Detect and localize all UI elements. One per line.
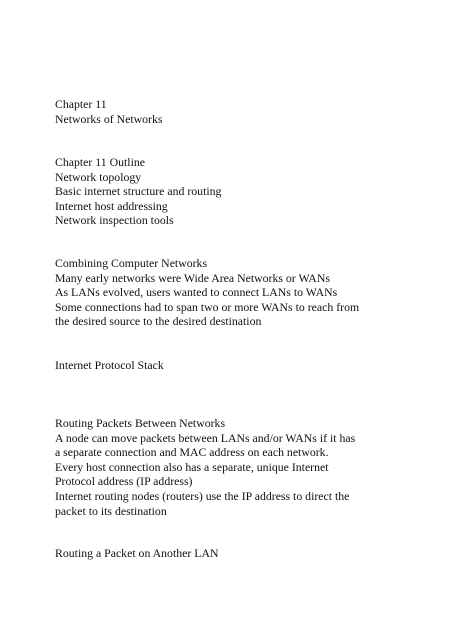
chapter-title: Networks of Networks — [55, 111, 163, 126]
routing-packets-block — [55, 416, 445, 518]
outline-item: Network topology — [55, 169, 142, 184]
chapter-title-block — [55, 97, 445, 126]
outline-item: Internet host addressing — [55, 198, 168, 213]
body-line: As LANs evolved, users wanted to connect LANs to WANs — [55, 285, 338, 300]
body-line: packet to its destination — [55, 503, 167, 518]
outline-item: Network inspection tools — [55, 213, 174, 228]
section-heading: Routing a Packet on Another LAN — [55, 546, 219, 560]
outline-heading: Chapter 11 Outline — [55, 155, 145, 169]
outline-item: Basic internet structure and routing — [55, 184, 222, 199]
body-line: Some connections had to span two or more WANs to reach from — [55, 299, 360, 314]
outline-block — [55, 155, 445, 228]
protocol-stack-block — [55, 358, 445, 373]
body-line: Internet routing nodes (routers) use the IP address to direct the — [55, 488, 350, 503]
body-line: Many early networks were Wide Area Networks or WANs — [55, 270, 330, 285]
section-heading: Routing Packets Between Networks — [55, 416, 226, 430]
body-line: a separate connection and MAC address on each network. — [55, 445, 329, 460]
body-line: Every host connection also has a separate, unique Internet — [55, 459, 329, 474]
body-line: the desired source to the desired destination — [55, 314, 262, 329]
body-line: Protocol address (IP address) — [55, 474, 193, 489]
routing-another-lan-block — [55, 546, 445, 561]
combining-networks-block — [55, 256, 445, 329]
chapter-number: Chapter 11 — [55, 97, 107, 111]
body-line: A node can move packets between LANs and/or WANs if it has — [55, 430, 356, 445]
section-heading: Internet Protocol Stack — [55, 358, 164, 372]
section-heading: Combining Computer Networks — [55, 256, 208, 270]
